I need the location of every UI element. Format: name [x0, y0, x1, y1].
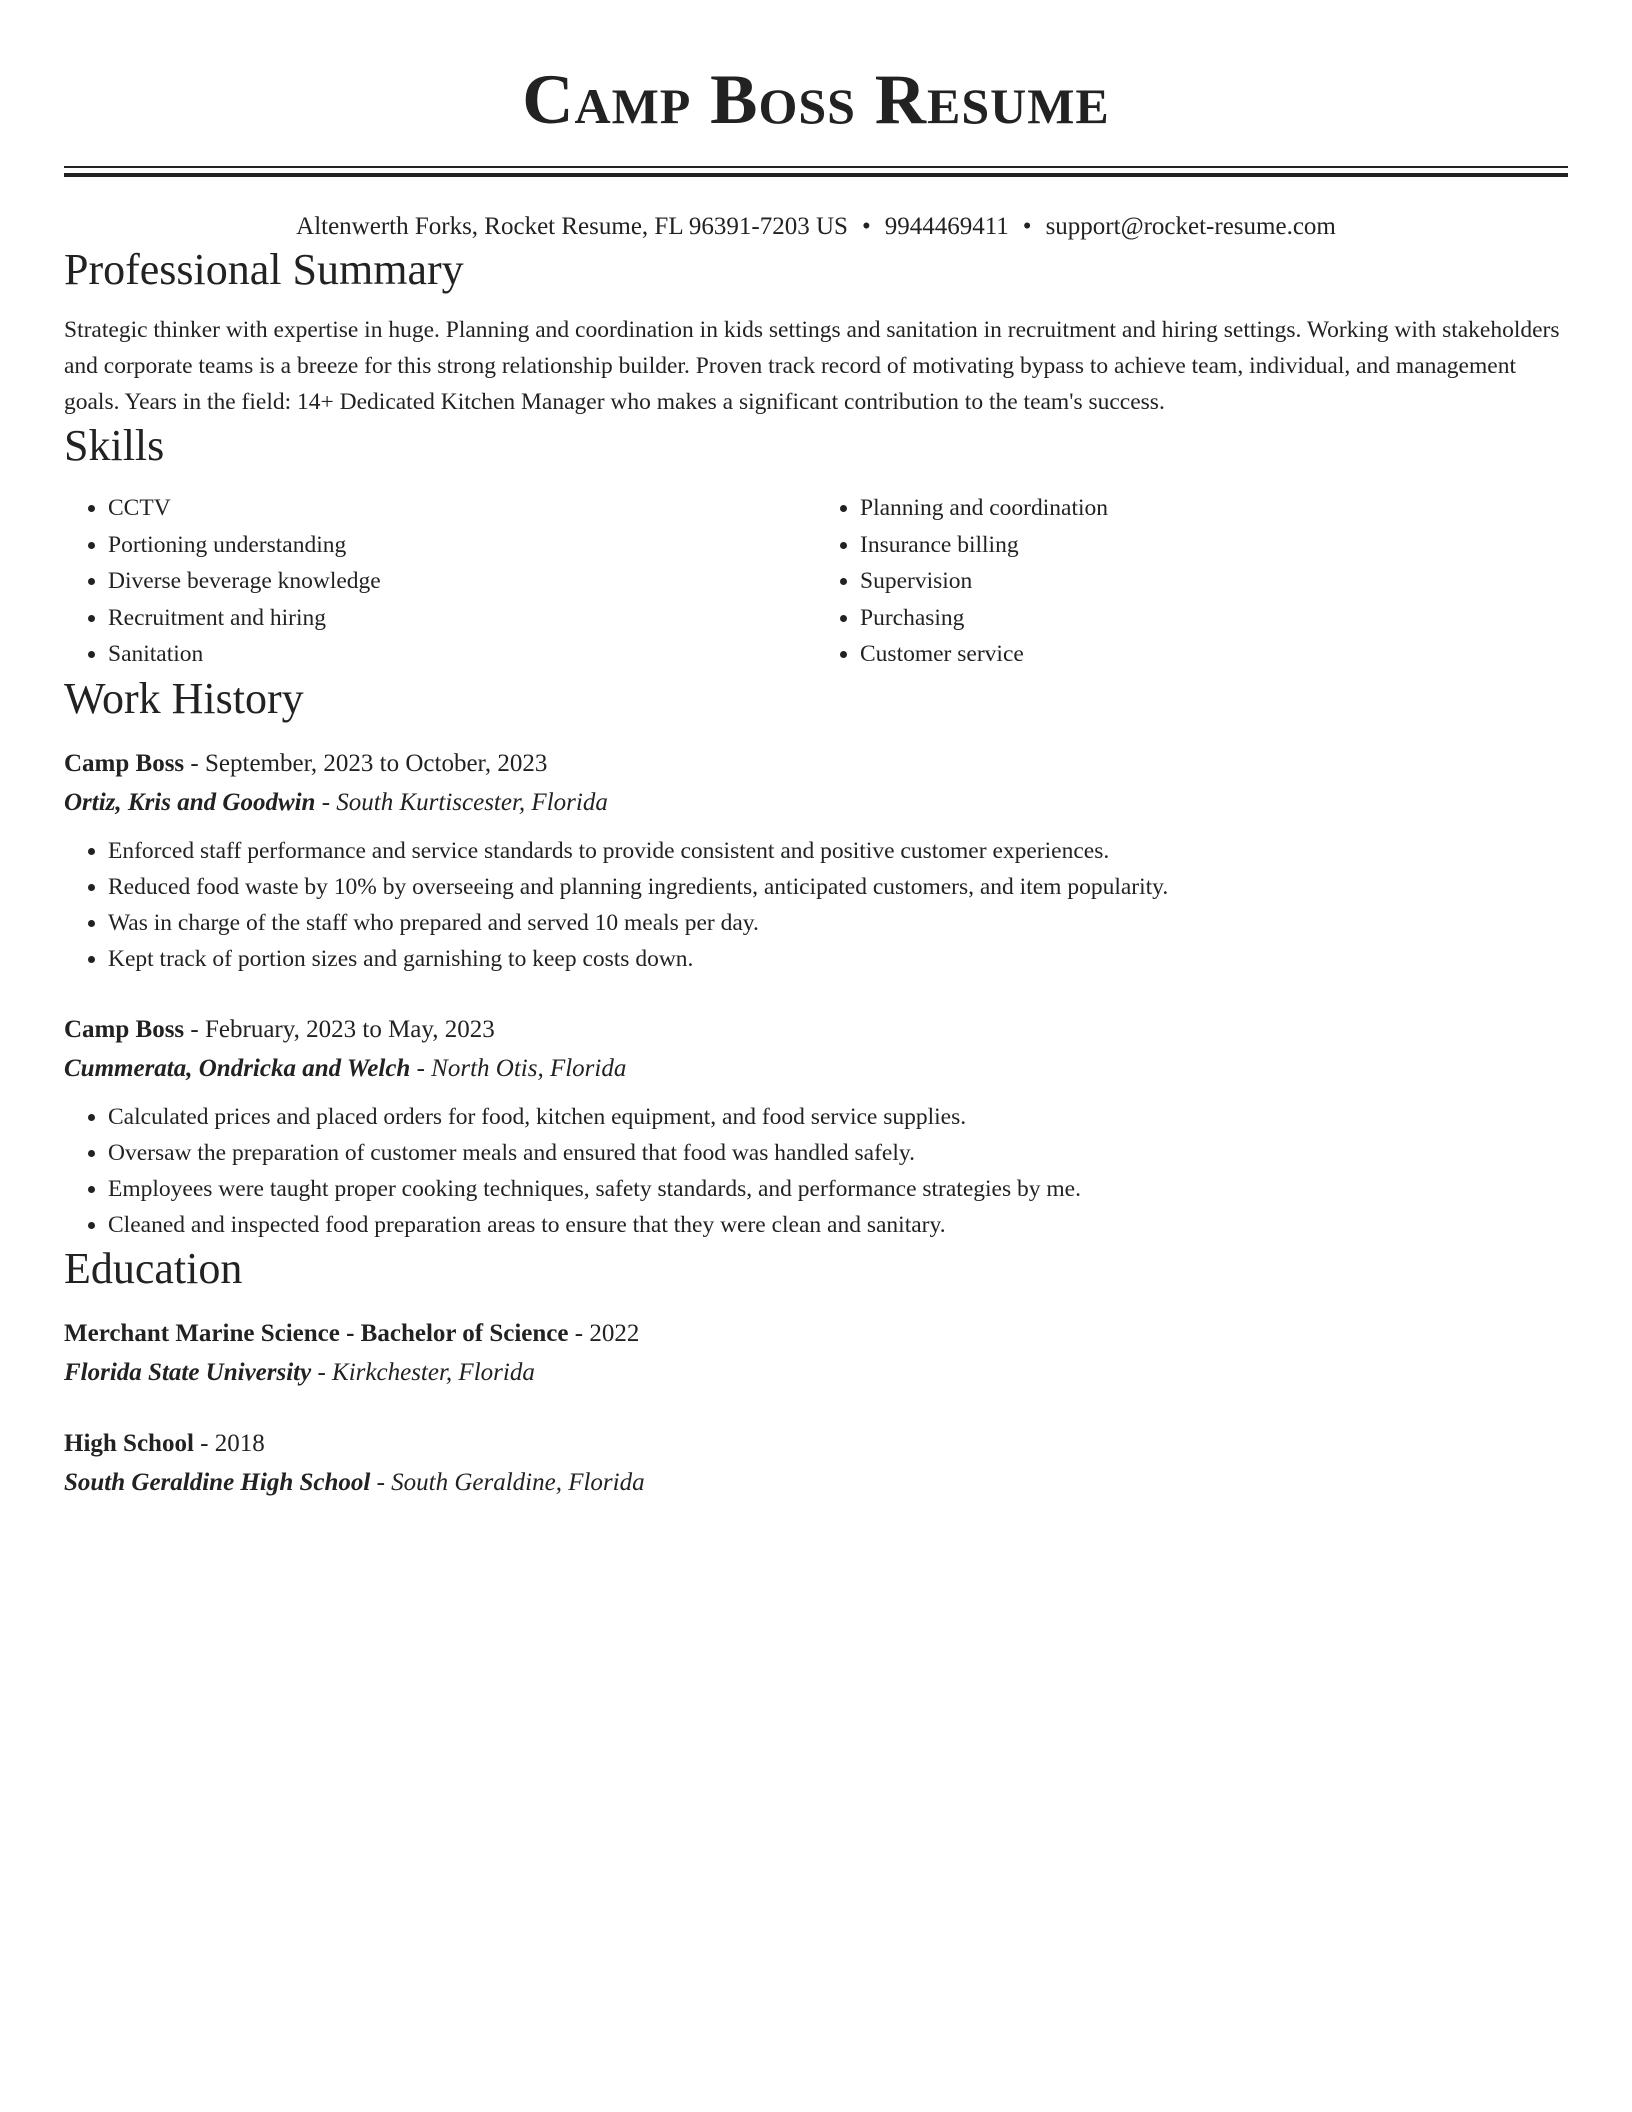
education-header: [64, 1425, 1568, 1463]
job-duty: • Oversaw the preparation of customer meals and ensured that food was handled safely.: [108, 1135, 1568, 1171]
work-history-heading: Work History: [64, 673, 304, 723]
skill-item: • Recruitment and hiring: [108, 600, 816, 637]
job-location: - North Otis, Florida: [410, 1054, 627, 1082]
job-entry: [64, 1011, 1568, 1243]
job-company: Ortiz, Kris and Goodwin: [64, 788, 316, 816]
job-duties: [64, 1099, 1568, 1243]
job-location: - South Kurtiscester, Florida: [315, 788, 608, 816]
education-heading: Education: [64, 1243, 243, 1293]
job-duty: • Calculated prices and placed orders for food, kitchen equipment, and food service supplies.: [108, 1099, 1568, 1135]
skill-item: • Planning and coordination: [860, 490, 1568, 527]
skill-item: • Supervision: [860, 563, 1568, 600]
education-header: [64, 1315, 1568, 1353]
job-duty: • Enforced staff performance and service standards to provide consistent and positive customer experiences.: [108, 833, 1568, 869]
summary-text: Strategic thinker with expertise in huge. Planning and coordination in kids settings and sanitation in recruitment and hiring settings. Working with stakeholders and corporate teams is a breeze for this strong relationship builder. Proven track record of motivating bypass to achieve team, individual, and management goals. Years in the field: 14+ Dedicated Kitchen Manager who makes a significant contribution to the team's success.: [64, 317, 1560, 415]
job-employer: [64, 783, 1568, 823]
skills-column-left: [64, 490, 816, 673]
job-duties: [64, 833, 1568, 977]
education-degree: High School: [64, 1429, 194, 1457]
skill-item: • Insurance billing: [860, 527, 1568, 564]
skill-item: • Sanitation: [108, 636, 816, 673]
job-dates: - February, 2023 to May, 2023: [184, 1015, 495, 1043]
job-employer: [64, 1049, 1568, 1089]
contact-separator: •: [861, 213, 871, 240]
skill-item: • Diverse beverage knowledge: [108, 563, 816, 600]
skill-item: • Purchasing: [860, 600, 1568, 637]
job-header: [64, 745, 1568, 783]
job-duty: • Reduced food waste by 10% by overseeing and planning ingredients, anticipated customers, and item popularity.: [108, 869, 1568, 905]
job-entry: [64, 745, 1568, 977]
job-role: Camp Boss: [64, 749, 185, 777]
education-entry: [64, 1315, 1568, 1393]
contact-line: [64, 210, 1568, 244]
skills-column-right: [816, 490, 1568, 673]
education-institution: [64, 1463, 1568, 1503]
job-duty: • Cleaned and inspected food preparation areas to ensure that they were clean and sanitary.: [108, 1207, 1568, 1243]
education-entry: [64, 1425, 1568, 1503]
contact-phone: 9944469411: [884, 213, 1009, 240]
contact-address: Altenwerth Forks, Rocket Resume, FL 96391-7203 US: [296, 213, 848, 240]
skill-item: • Customer service: [860, 636, 1568, 673]
header-divider: [64, 166, 1568, 177]
skill-item: • CCTV: [108, 490, 816, 527]
resume-title: Camp Boss Resume: [522, 61, 1110, 139]
skills-list: [64, 490, 1568, 673]
education-location: - Kirkchester, Florida: [311, 1358, 535, 1386]
job-duty: • Kept track of portion sizes and garnishing to keep costs down.: [108, 941, 1568, 977]
skills-heading: Skills: [64, 421, 165, 470]
job-dates: - September, 2023 to October, 2023: [184, 749, 548, 777]
job-duty: • Was in charge of the staff who prepared and served 10 meals per day.: [108, 905, 1568, 941]
education-year: - 2018: [193, 1429, 265, 1457]
job-role: Camp Boss: [64, 1015, 185, 1043]
contact-email: support@rocket-resume.com: [1045, 213, 1336, 240]
summary-heading: Professional Summary: [64, 245, 464, 294]
education-institution: [64, 1353, 1568, 1393]
education-school: Florida State University: [64, 1358, 312, 1386]
job-company: Cummerata, Ondricka and Welch: [64, 1054, 411, 1082]
education-year: - 2022: [568, 1319, 640, 1347]
job-duty: • Employees were taught proper cooking techniques, safety standards, and performance strategies by me.: [108, 1171, 1568, 1207]
job-header: [64, 1011, 1568, 1049]
education-location: - South Geraldine, Florida: [370, 1468, 645, 1496]
contact-separator: •: [1022, 213, 1032, 240]
skill-item: • Portioning understanding: [108, 527, 816, 564]
education-school: South Geraldine High School: [64, 1468, 371, 1496]
education-degree: Merchant Marine Science - Bachelor of Science: [64, 1319, 569, 1347]
